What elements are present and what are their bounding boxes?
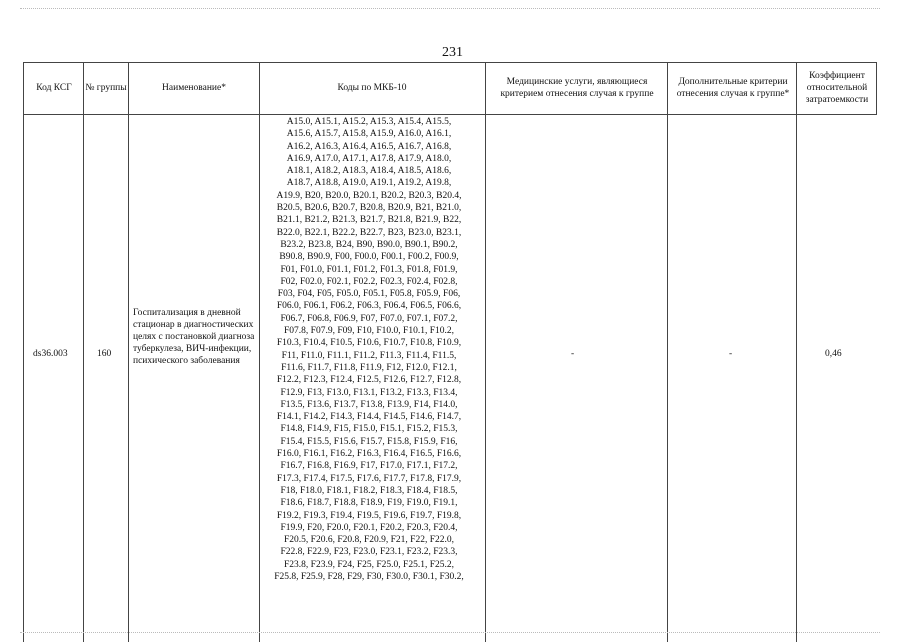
mkb-code-line: F14.8, F14.9, F15, F15.0, F15.1, F15.2, F15.3,	[280, 424, 458, 435]
cell-med-services: -	[571, 349, 575, 359]
mkb-code-line: F13.5, F13.6, F13.7, F13.8, F13.9, F14, F14.0,	[280, 399, 458, 410]
col-border-4	[485, 62, 486, 642]
mkb-code-line: A18.1, A18.2, A18.3, A18.4, A18.5, A18.6,	[286, 166, 452, 177]
mkb-code-line: F15.4, F15.5, F15.6, F15.7, F15.8, F15.9, F16,	[280, 436, 458, 447]
mkb-code-line: F07.8, F07.9, F09, F10, F10.0, F10.1, F10.2,	[284, 326, 454, 337]
mkb-code-line: A15.0, A15.1, A15.2, A15.3, A15.4, A15.5,	[286, 117, 452, 127]
mkb-code-line: F20.5, F20.6, F20.8, F20.9, F21, F22, F22.0,	[284, 535, 454, 546]
mkb-code-line: F17.3, F17.4, F17.5, F17.6, F17.7, F17.8, F17.9,	[276, 473, 462, 484]
mkb-code-line: A19.9, B20, B20.0, B20.1, B20.2, B20.3, B20.4,	[276, 190, 462, 201]
bottom-scan-edge	[20, 632, 880, 633]
header-coefficient: Коэффициент относительной затратоемкости	[805, 71, 869, 105]
cell-code-ksg: ds36.003	[33, 349, 68, 359]
header-med-services: Медицинские услуги, являющиеся критерием отнесения случая к группе	[500, 77, 654, 99]
mkb-code-line: F25.8, F25.9, F28, F29, F30, F30.0, F30.1, F30.2,	[274, 571, 464, 582]
page-number: 231	[442, 45, 463, 60]
mkb-code-line: F19.2, F19.3, F19.4, F19.5, F19.6, F19.7, F19.8,	[276, 510, 462, 521]
mkb-code-line: F12.2, F12.3, F12.4, F12.5, F12.6, F12.7, F12.8,	[276, 375, 462, 386]
mkb-code-line: F16.0, F16.1, F16.2, F16.3, F16.4, F16.5, F16.6,	[276, 449, 462, 460]
mkb-code-line: F02, F02.0, F02.1, F02.2, F02.3, F02.4, F02.8,	[280, 276, 458, 287]
col-border-6	[796, 62, 797, 642]
mkb-code-line: F01, F01.0, F01.1, F01.2, F01.3, F01.8, F01.9,	[280, 264, 458, 275]
header-mkb-codes: Коды по МКБ-10	[337, 83, 407, 93]
col-border-1	[83, 62, 84, 642]
mkb-code-line: F16.7, F16.8, F16.9, F17, F17.0, F17.1, F17.2,	[280, 461, 458, 472]
mkb-code-line: F22.8, F22.9, F23, F23.0, F23.1, F23.2, F23.3,	[280, 547, 458, 558]
cell-extra-criteria: -	[729, 349, 733, 359]
cell-coefficient: 0,46	[825, 349, 842, 359]
mkb-code-line: F03, F04, F05, F05.0, F05.1, F05.8, F05.9, F06,	[277, 289, 461, 300]
header-extra-criteria: Дополнительные критерии отнесения случая к группе*	[676, 77, 790, 99]
cell-name: Госпитализация в дневной стационар в диагностических целях с постановкой диагноза туберкулеза, ВИЧ-инфекции, психического заболевания	[133, 308, 255, 366]
top-scan-edge	[20, 8, 880, 9]
mkb-code-line: F06.7, F06.8, F06.9, F07, F07.0, F07.1, F07.2,	[280, 313, 458, 324]
mkb-code-line: A16.9, A17.0, A17.1, A17.8, A17.9, A18.0,	[286, 153, 452, 164]
mkb-code-line: F18.6, F18.7, F18.8, F18.9, F19, F19.0, F19.1,	[280, 498, 458, 509]
mkb-code-line: F11, F11.0, F11.1, F11.2, F11.3, F11.4, F11.5,	[281, 350, 457, 361]
header-code-ksg: Код КСГ	[36, 83, 72, 93]
mkb-code-line: B21.1, B21.2, B21.3, B21.7, B21.8, B21.9, B22,	[276, 215, 462, 226]
mkb-code-line: A18.7, A18.8, A19.0, A19.1, A19.2, A19.8,	[286, 178, 452, 189]
mkb-code-line: F11.6, F11.7, F11.8, F11.9, F12, F12.0, F12.1,	[281, 362, 457, 373]
mkb-code-line: B22.0, B22.1, B22.2, B22.7, B23, B23.0, B23.1,	[276, 227, 462, 238]
mkb-code-line: F12.9, F13, F13.0, F13.1, F13.2, F13.3, F13.4,	[280, 387, 458, 398]
mkb-code-line: F10.3, F10.4, F10.5, F10.6, F10.7, F10.8, F10.9,	[276, 338, 462, 349]
mkb-code-line: B90.8, B90.9, F00, F00.0, F00.1, F00.2, F00.9,	[279, 252, 459, 263]
col-border-7	[876, 62, 877, 114]
mkb-code-line: A16.2, A16.3, A16.4, A16.5, A16.7, A16.8,	[286, 141, 452, 152]
mkb-code-line: F19.9, F20, F20.0, F20.1, F20.2, F20.3, F20.4,	[280, 522, 458, 533]
col-border-2	[128, 62, 129, 642]
mkb-code-line: F06.0, F06.1, F06.2, F06.3, F06.4, F06.5, F06.6,	[276, 301, 462, 312]
mkb-code-line: B20.5, B20.6, B20.7, B20.8, B20.9, B21, B21.0,	[276, 203, 462, 214]
col-border-0	[23, 62, 24, 642]
mkb-code-line: F23.8, F23.9, F24, F25, F25.0, F25.1, F25.2,	[284, 559, 454, 570]
header-name: Наименование*	[162, 83, 226, 93]
header-group-no: № группы	[85, 83, 127, 93]
mkb-code-line: A15.6, A15.7, A15.8, A15.9, A16.0, A16.1,	[286, 129, 452, 140]
mkb-code-line: F14.1, F14.2, F14.3, F14.4, F14.5, F14.6, F14.7,	[276, 412, 462, 423]
header-bottom-border	[23, 114, 877, 115]
mkb-code-line: F18, F18.0, F18.1, F18.2, F18.3, F18.4, F18.5,	[280, 485, 458, 496]
cell-mkb-codes	[259, 116, 479, 583]
mkb-code-line: B23.2, B23.8, B24, B90, B90.0, B90.1, B90.2,	[280, 239, 458, 250]
col-border-5	[667, 62, 668, 642]
ksg-table	[23, 62, 877, 642]
cell-group-no: 160	[97, 349, 112, 359]
